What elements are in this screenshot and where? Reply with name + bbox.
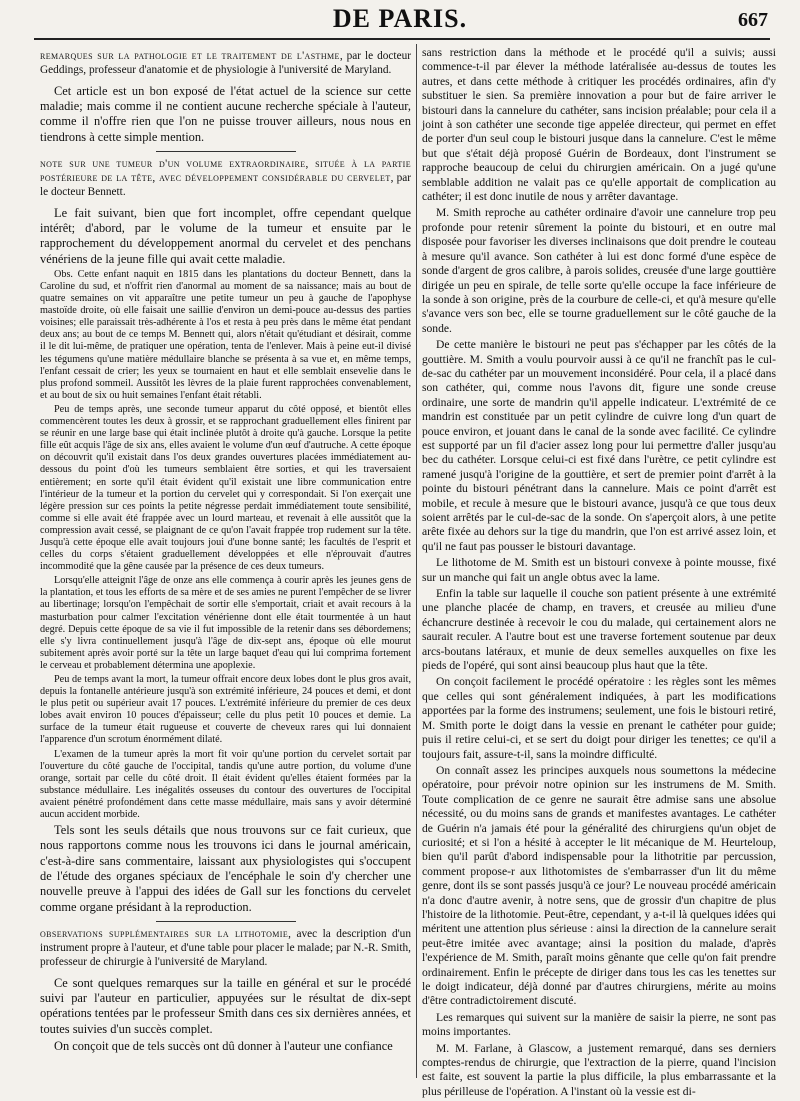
right-paragraph-7: On connaît assez les principes auxquels nous soumettons la médecine opératoire, pour prévoir notre opinion sur les instrumens de M. Smith. Toute complication de ce genre ne saurait être admise sans une absolue nécessité, ou du moins sans de grands et manifestes avantages. Le cathéter de Guérin n'a jamais été pour la généralité des chirurgiens qu'un objet de curiosité; et si l'on a hésité à accepter le lit mécanique de M. Heurteloup, bien qu'il parût d'abord indispensable pour la lithotritie par percussion, comment propose-r aux lithotomistes de s'embarrasser d'un lit du même genre, dont ils se sont passés jusqu'à ce jour? Le nouveau procédé américain n'a donc d'autre avenir, à notre sens, que de grossir d'un chapitre de plus l'histoire de la lithotomie. Peut-être, cependant, y a-t-il là quelques idées qui méritent une attention plus sérieuse : ainsi la direction de la cannelure serait peut-être imitée avec avantage; ainsi la position du malade, d'après l'expérience de M. Smith, paraît moins gênante que celle qu'on fait prendre ordinairement. Enfin le précepte de diriger dans tous les cas les tenettes sur le doigt indicateur, déjà donné par d'autres chirurgiens, mérite au moins d'être contradictoirement discuté.	[422, 763, 776, 1008]
right-paragraph-8: Les remarques qui suivent sur la manière de saisir la pierre, ne sont pas moins importantes.	[422, 1010, 776, 1039]
tumor-article-conclusion: Tels sont les seuls détails que nous trouvons sur ce fait curieux, que nous rapportons comme nous les trouvons ici dans le journal américain, c'est-à-dire sans commentaire, laissant aux physiologistes qui s'occupent de l'étude des organes spéciaux de l'encéphale le soin d'y chercher une nouvelle preuve à l'appui des idées de Gall sur les fonctions du cervelet comme organe présidant à la reproduction.	[40, 823, 411, 914]
asthma-article-body: Cet article est un bon exposé de l'état actuel de la science sur cette maladie; mais comme il ne contient aucune recherche spéciale à l'auteur, comme il n'offre rien que l'on ne puisse trouver ailleurs, nous nous en tiendrons à cette simple mention.	[40, 83, 411, 144]
tumor-article-intro: Le fait suivant, bien que fort incomplet, offre cependant quelque intérêt; d'abord, par le volume de la tumeur et ensuite par le rapprochement du développement anormal du cervelet et des penchans vénériens de la jeune fille qui avait cette maladie.	[40, 205, 411, 266]
tumor-observation-4: Peu de temps avant la mort, la tumeur offrait encore deux lobes dont le plus gros avait, depuis la fontanelle antérieure jusqu'à son extrémité inférieure, 24 pouces et demi, et dont le plus petit ou supérieur avait 17 pouces. L'extrémité inférieure du premier de ces deux lobes avait environ 10 pouces d'épaisseur; celle du plus petit 10 pouces et demie. La surface de la tumeur était rugueuse et couverte de cheveux rares qui lui donnaient l'apparence d'un scrotum énormément dilaté.	[40, 674, 411, 746]
right-paragraph-6: On conçoit facilement le procédé opératoire : les règles sont les mêmes que celles qui sont généralement indiquées, à part les modifications apportées par la forme des instrumens; seulement, une fois le bistouri retiré, M. Smith porte le doigt dans la vessie en prenant le cathéter pour guide; puis il retire celui-ci, et se sert du doigt pour diriger les tenettes; ce qu'il a toujours fait, assure-t-il, sans la moindre difficulté.	[422, 675, 776, 761]
asthma-article-heading: remarques sur la pathologie et le traitement de l'asthme, par le docteur Geddings, professeur d'anatomie et de physiologie à l'université de Maryland.	[40, 50, 411, 76]
lithotomy-article-p2: On conçoit que de tels succès ont dû donner à l'auteur une confiance	[54, 1038, 393, 1053]
section-rule	[156, 151, 296, 152]
right-column	[422, 46, 776, 1101]
tumor-observation-2: Peu de temps après, une seconde tumeur apparut du côté opposé, et bientôt elles commencèrent toutes les deux à grossir, et se rapprochant graduellement elles finirent par se réunir en une large base qui était inclinée plutôt à droite qu'à gauche. Lorsque la petite fille eût acquis l'âge de six ans, elles avaient le volume d'un œuf d'autruche. A cette époque on découvrit qu'il existait dans l'os deux grandes ouvertures placées immédiatement au-dessous du point d'où les tumeurs semblaient être sorties, et qui les traversaient entièrement; en sorte qu'il était évident qu'il existait une libre communication entre l'intérieur de la tumeur et la portion du cervelet qui y correspondait. Si l'on exerçait une légère pression sur ces points la petite négresse perdait immédiatement toute sensibilité, comme si elle avait été frappée avec un lourd marteau, et revenait à elle aussitôt que la compression avait cessé, se plaignant de ce qu'on l'avait frappée trop rudement sur la tête. Jusqu'à cette époque elle avait toujours joui d'une bonne santé; les facultés de l'esprit et celles du corps s'étaient graduellement développées et elle n'éprouvait d'autres incommodité que la gêne causée par la présence de ces deux tumeurs.	[40, 403, 411, 573]
column-divider	[416, 44, 417, 1078]
right-paragraph-1: sans restriction dans la méthode et le procédé qu'il a suivis; aussi commence-t-il par élever la méthode latéralisée au-dessus de toutes les autres, et dans cette méthode à critiquer les procédés ordinaires, afin d'y substituer le sien. Sa première innovation a pour but de faire arriver le bistouri dans la cannelure du cathéter, sans incision préalable; pour cela il a joint à son cathéter une seconde tige appelée directeur, qui permet en effet de porter d'un seul coup le bistouri jusque dans la cannelure. C'est le même but que s'était déjà proposé Guérin de Bordeaux, dont l'instrument se rapproche beaucoup de celui du chirurgien américain. On a jugé qu'une semblable addition ne valait pas ce qu'elle apportait de complication au cathéter; il est donc inutile de nous y arrêter davantage.	[422, 46, 776, 204]
right-paragraph-5: Enfin la table sur laquelle il couche son patient présente à une extrémité une planche placée de champ, en travers, et creusée au milieu d'une échancrure destinée à recevoir le cou du malade, qui certainement alors ne saurait reculer. A l'autre bout est une traverse fortement soutenue par deux arcs-boutans latéraux, et munie de deux semelles auxquelles on fixe les pieds de l'opéré, qui sont ainsi beaucoup plus haut que la tête.	[422, 587, 776, 673]
running-title: DE PARIS.	[332, 4, 468, 33]
right-paragraph-9: M. M. Farlane, à Glascow, a justement remarqué, dans ses derniers comptes-rendus de chirurgie, que l'extraction de la pierre, quand l'incision est faite, est souvent la partie la plus difficile, la plus embarrassante et la plus périlleuse de l'opération. A l'instant où la vessie est di-	[422, 1041, 776, 1098]
lithotomy-article-heading: observations supplémentaires sur la lithotomie, avec la description d'un instrument propre à l'auteur, et d'une table pour placer le malade; par N.-R. Smith, professeur de chirurgie à l'université de Maryland.	[40, 927, 411, 968]
right-paragraph-3: De cette manière le bistouri ne peut pas s'échapper par les côtés de la gouttière. M. Smith a voulu pourvoir aussi à ce qu'il ne franchît pas le cul-de-sac du cathéter par un mouvement inconsidéré. Pour cela, il a placé dans son cathéter, qui, comme nous l'avons dit, figure une sonde creuse ordinaire, une sorte de mandrin qu'il appelle indicateur. L'extrémité de ce mandrin est constituée par un petit cylindre de cuivre long d'un quart de pouce environ, et jouant dans le canal de la sonde avec facilité. Ce cylindre est supporté par un fil d'acier assez long pour lui permettre d'aller jusqu'au bec du cathéter. Lorsque celui-ci est fixé dans l'urètre, ce petit cylindre est ramené jusqu'à l'origine de la gouttière, et sert de premier point d'arrêt à la pointe du bistouri pénétrant dans la cannelure. Mais ce point d'arrêt est mobile, et recule à mesure que le bistouri avance, jusqu'à ce que tous deux soient arrêtés par le cul-de-sac de la sonde. On s'aperçoit alors, à une petite arête fixée au dehors sur la tige du mandrin, que l'on est arrivé assez loin, et qu'il ne faut pas pousser le bistouri davantage.	[422, 338, 776, 553]
tumor-observation-5: L'examen de la tumeur après la mort fit voir qu'une portion du cervelet sortait par l'ouverture du côté gauche de l'occipital, tandis qu'une autre portion, du volume d'une orange, sortait par celle du côté droit. Il était évident qu'elles étaient formées par la substance médullaire. Les inégalités osseuses du contour des ouvertures de l'occipital avaient pénétré profondément dans cette masse médullaire, mais sans y avoir déterminé aucun accident morbide.	[40, 748, 411, 821]
left-column	[40, 46, 411, 1056]
lithotomy-article-p1: Ce sont quelques remarques sur la taille en général et sur le procédé suivi par l'auteur en particulier, appuyées sur le résultat de dix-sept opérations tentées par le professeur Smith dans ces six dernières années, et toutes suivies d'un succès complet.	[40, 975, 411, 1036]
tumor-observation: Obs. Cette enfant naquit en 1815 dans les plantations du docteur Bennett, dans la Caroline du sud, et n'offrit rien d'anormal au moment de sa naissance; mais au bout de quatre semaines on vit apparaître une petite tumeur un peu à gauche de l'apophyse mastoïde droite, où elle faisait une saillie d'environ un demi-pouce au-dessus des parties voisines; elle paraissait très-adhérente à l'os et resta à peu près dans le même état pendant deux ans; au bout de ce temps M. Bennett qui, alors n'était qu'étudiant et désirait, comme il le dit lui-même, de pratiquer une opération, tenta de l'enlever. Mais à peine eut-il divisé les tégumens qu'une matière médullaire blanche se présenta à sa vue et, en même temps, l'enfant cessait de crier; les yeux se tournaient en haut et elle semblait ensevelie dans le plus profond sommeil. Aussitôt les lèvres de la plaie furent rapprochées convenablement, et au bout de six ou huit semaines l'enfant était rétabli.	[40, 268, 411, 401]
right-paragraph-2: M. Smith reproche au cathéter ordinaire d'avoir une cannelure trop peu profonde pour retenir sûrement la pointe du bistouri, et en outre mal disposée pour favoriser les diverses inclinaisons que doit prendre le couteau à mesure qu'il avance. Son cathéter à lui est donc formé d'une espèce de sonde d'argent de gros calibre, à parois solides, creusée d'une large gouttière dirigée un peu en spirale, de telle sorte qu'elle occupe la face inférieure de la sonde à son origine, près de la courbure de celle-ci, et qu'à mesure qu'elle s'avance vers son bec, elle se tourne graduellement sur le côté gauche de la sonde.	[422, 206, 776, 335]
right-paragraph-4: Le lithotome de M. Smith est un bistouri convexe à pointe mousse, fixé sur un manche qui fait un angle obtus avec la lame.	[422, 556, 776, 584]
header-rule	[34, 38, 770, 40]
page-number: 667	[738, 9, 768, 31]
tumor-article-heading: note sur une tumeur d'un volume extraordinaire, située à la partie postérieure de la tête, avec développement considérable du cervelet, par le docteur Bennett.	[40, 158, 411, 198]
page-header	[0, 0, 800, 40]
section-rule-2	[156, 921, 296, 922]
tumor-observation-3: Lorsqu'elle atteignit l'âge de onze ans elle commença à courir après les jeunes gens de la plantation, et tous les efforts de sa mère et de ses amies ne purent l'empêcher de se livrer au libertinage; lorsqu'on l'empêchait de sortir elle s'emportait, criait et avait recours à la masturbation pour calmer l'excitation vénérienne dont elle était tourmentée à un haut degré. Depuis cette époque de sa vie il fut impossible de la retenir dans ses débordemens; elle s'y livra continuellement jusqu'à l'âge de dix-sept ans, époque où elle mourut subitement après avoir porté sur la tête un large baquet d'eau qui lui comprima fortement le cerveau et probablement détermina une apoplexie.	[40, 575, 411, 671]
